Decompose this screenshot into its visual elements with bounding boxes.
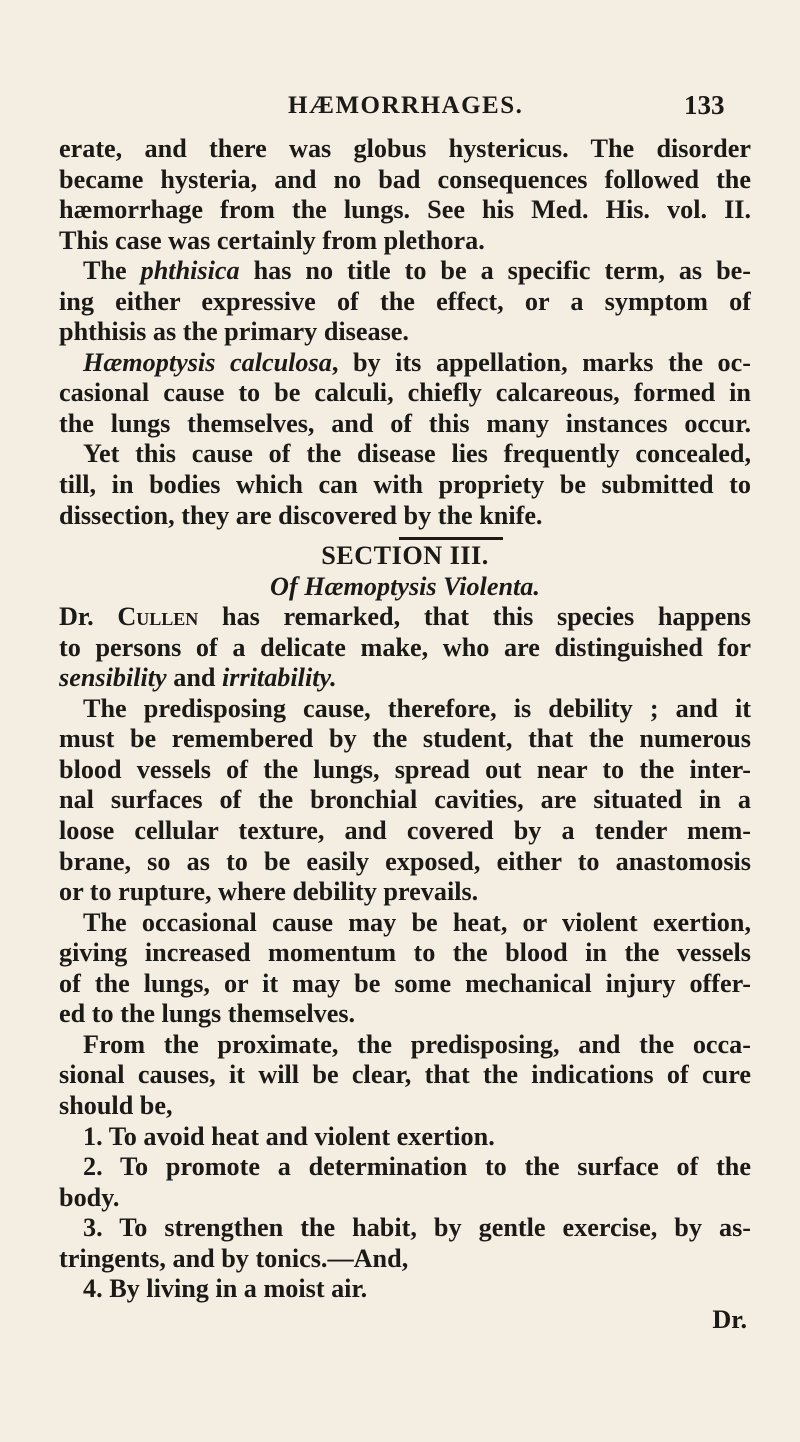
text-run: has remarked, that this species happens xyxy=(198,602,751,632)
text-run: has no title to be a specific term, as be- xyxy=(239,256,751,286)
text-run: and xyxy=(166,663,222,693)
text-line: of the lungs, or it may be some mechanical injury offer- xyxy=(59,968,751,998)
list-item: 2. To promote a determination to the surface of the xyxy=(83,1152,751,1182)
text-line: ed to the lungs themselves. xyxy=(59,999,356,1029)
text-line: must be remembered by the student, that the numerous xyxy=(59,724,751,754)
text-line xyxy=(59,663,751,694)
text-line: ing either expressive of the effect, or a symptom of xyxy=(59,286,751,316)
section-heading: SECTION III. xyxy=(321,541,489,571)
text-line: casional cause to be calculi, chiefly calcareous, formed in xyxy=(59,378,751,408)
text-line xyxy=(59,348,751,379)
text-line: should be, xyxy=(59,1090,173,1120)
text-line: Yet this cause of the disease lies frequently concealed, xyxy=(83,439,751,469)
section-rule xyxy=(399,537,503,540)
text-line: phthisis as the primary disease. xyxy=(59,317,409,347)
list-item: 3. To strengthen the habit, by gentle exercise, by as- xyxy=(83,1213,751,1243)
text-line: loose cellular texture, and covered by a tender mem- xyxy=(59,816,751,846)
text-line: This case was certainly from plethora. xyxy=(59,225,485,255)
italic-term: Hæmoptysis calculosa xyxy=(83,347,332,377)
text-line: body. xyxy=(59,1182,120,1212)
italic-term: phthisica xyxy=(140,256,240,286)
text-line: tringents, and by tonics.—And, xyxy=(59,1243,409,1273)
running-head xyxy=(0,86,800,126)
text-line: The occasional cause may be heat, or violent exertion, xyxy=(83,907,751,937)
text-line: sional causes, it will be clear, that the indications of cure xyxy=(59,1060,751,1090)
text-line: hæmorrhage from the lungs. See his Med. His. vol. II. xyxy=(59,195,751,225)
catchword: Dr. xyxy=(712,1304,747,1334)
section-subtitle: Of Hæmoptysis Violenta. xyxy=(270,571,540,601)
text-line: blood vessels of the lungs, spread out near to the inter- xyxy=(59,754,751,784)
text-line: brane, so as to be easily exposed, either to anastomosis xyxy=(59,846,751,876)
text-line xyxy=(59,602,751,633)
text-line: the lungs themselves, and of this many instances occur. xyxy=(59,408,751,438)
text-line: became hysteria, and no bad consequences followed the xyxy=(59,164,751,194)
italic-term: sensibility xyxy=(59,663,167,693)
list-item: 4. By living in a moist air. xyxy=(83,1274,368,1304)
text-line: dissection, they are discovered by the knife. xyxy=(59,500,543,530)
text-line: From the proximate, the predisposing, and the occa- xyxy=(83,1029,751,1059)
body-text xyxy=(59,134,751,1335)
italic-term: irritability. xyxy=(222,663,337,693)
running-title: HÆMORRHAGES. xyxy=(288,92,524,119)
text-line: erate, and there was globus hystericus. The disorder xyxy=(59,134,751,163)
author-name: Cullen xyxy=(117,602,199,632)
text-line: or to rupture, where debility prevails. xyxy=(59,877,479,907)
text-line xyxy=(59,256,751,287)
text-line: till, in bodies which can with propriety be submitted to xyxy=(59,470,751,500)
text-line: to persons of a delicate make, who are distinguished for xyxy=(59,632,751,662)
text-run: The xyxy=(83,256,141,286)
text-line: nal surfaces of the bronchial cavities, are situated in a xyxy=(59,785,751,815)
text-run: , by its appellation, marks the oc- xyxy=(331,347,751,377)
text-line: giving increased momentum to the blood in the vessels xyxy=(59,938,751,968)
list-item: 1. To avoid heat and violent exertion. xyxy=(83,1121,495,1151)
text-line: The predisposing cause, therefore, is debility ; and it xyxy=(83,693,751,723)
page-number: 133 xyxy=(684,90,725,120)
text-run: Dr. xyxy=(59,602,118,632)
